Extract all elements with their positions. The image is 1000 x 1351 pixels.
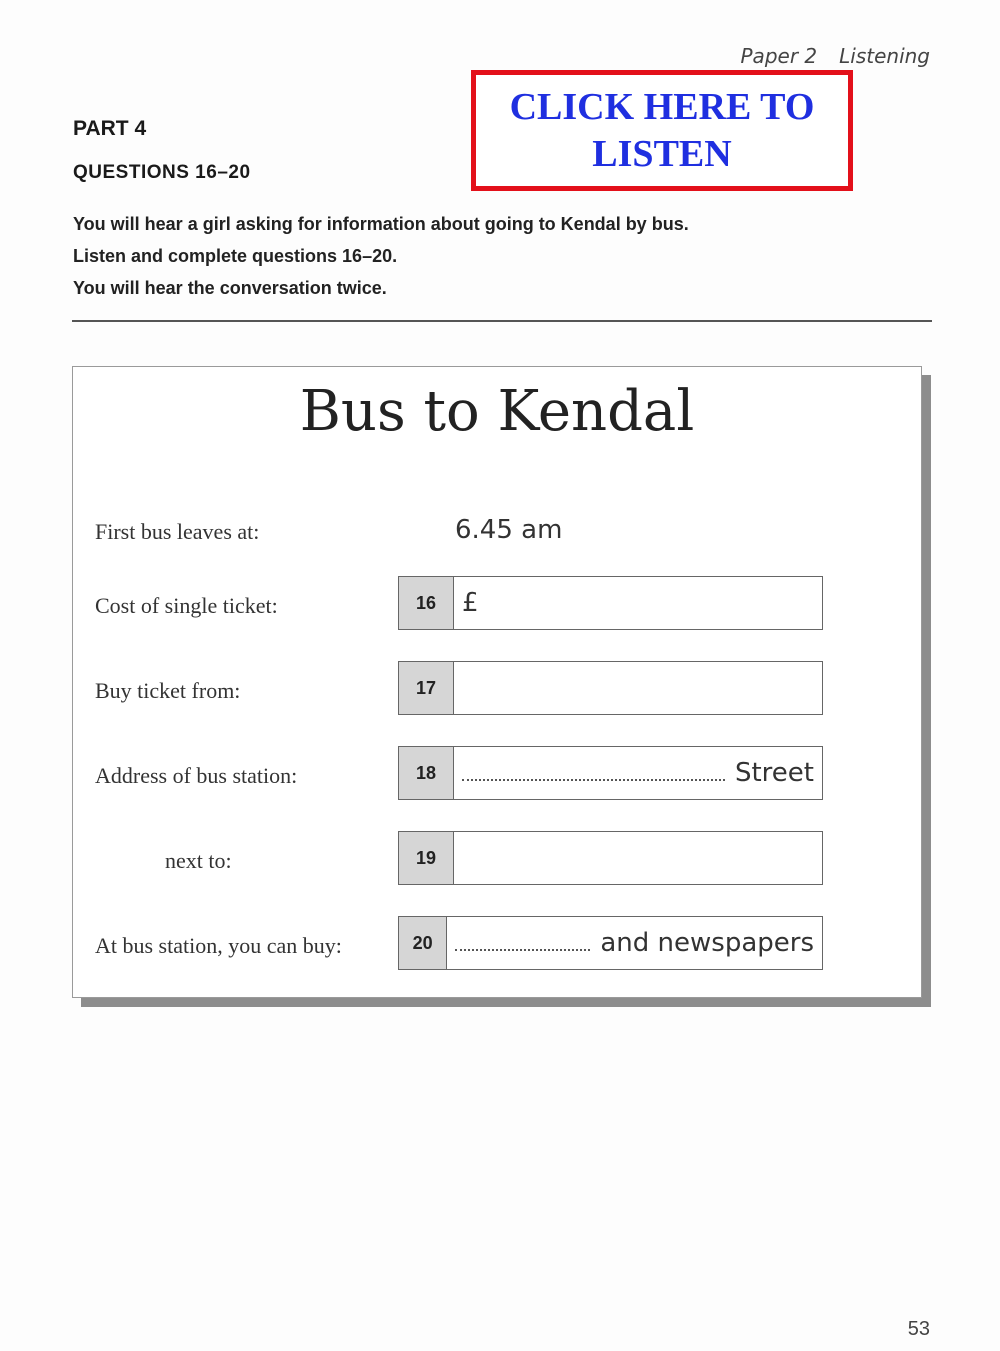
question-17-row	[398, 661, 823, 715]
question-20-label: At bus station, you can buy:	[95, 933, 342, 958]
question-18-row	[398, 746, 823, 800]
question-18-label: Address of bus station:	[95, 763, 298, 788]
question-18-answer-field[interactable]	[454, 747, 822, 799]
questions-title: QUESTIONS 16–20	[73, 162, 251, 183]
question-16-row	[398, 576, 823, 630]
paper-label: Paper 2	[740, 44, 818, 68]
divider	[72, 320, 932, 322]
question-17-label: Buy ticket from:	[95, 678, 241, 703]
pound-sign: £	[462, 588, 479, 618]
instruction-line: Listen and complete questions 16–20.	[73, 246, 398, 266]
question-20-row	[398, 916, 823, 970]
first-bus-label: First bus leaves at:	[95, 519, 260, 544]
listen-button-line1: CLICK HERE TO	[509, 85, 815, 128]
question-20-number: 20	[399, 917, 447, 969]
instructions	[73, 208, 933, 304]
part-title: PART 4	[73, 117, 147, 140]
newspapers-suffix: and newspapers	[600, 928, 814, 958]
page-number: 53	[907, 1318, 930, 1340]
question-16-label: Cost of single ticket:	[95, 593, 278, 618]
question-20-answer-field[interactable]	[447, 917, 822, 969]
instruction-line: You will hear a girl asking for information about going to Kendal by bus.	[73, 214, 689, 234]
question-17-answer-field[interactable]	[454, 662, 822, 714]
page-header	[741, 44, 931, 68]
question-16-number: 16	[399, 577, 454, 629]
answer-form-card	[72, 366, 922, 998]
question-19-number: 19	[399, 832, 454, 884]
street-suffix: Street	[734, 758, 814, 788]
question-17-number: 17	[399, 662, 454, 714]
question-19-label: next to:	[165, 848, 232, 873]
answer-blank-line	[455, 949, 590, 951]
listen-button[interactable]	[471, 70, 853, 191]
first-bus-answer: 6.45 am	[455, 515, 563, 545]
question-19-answer-field[interactable]	[454, 832, 822, 884]
answer-blank-line	[462, 779, 725, 781]
question-18-number: 18	[399, 747, 454, 799]
instruction-line: You will hear the conversation twice.	[73, 278, 387, 298]
question-16-answer-field[interactable]	[454, 577, 822, 629]
section-label: Listening	[839, 44, 930, 68]
listen-button-line2: LISTEN	[592, 132, 732, 175]
question-19-row	[398, 831, 823, 885]
form-title: Bus to Kendal	[299, 379, 695, 444]
